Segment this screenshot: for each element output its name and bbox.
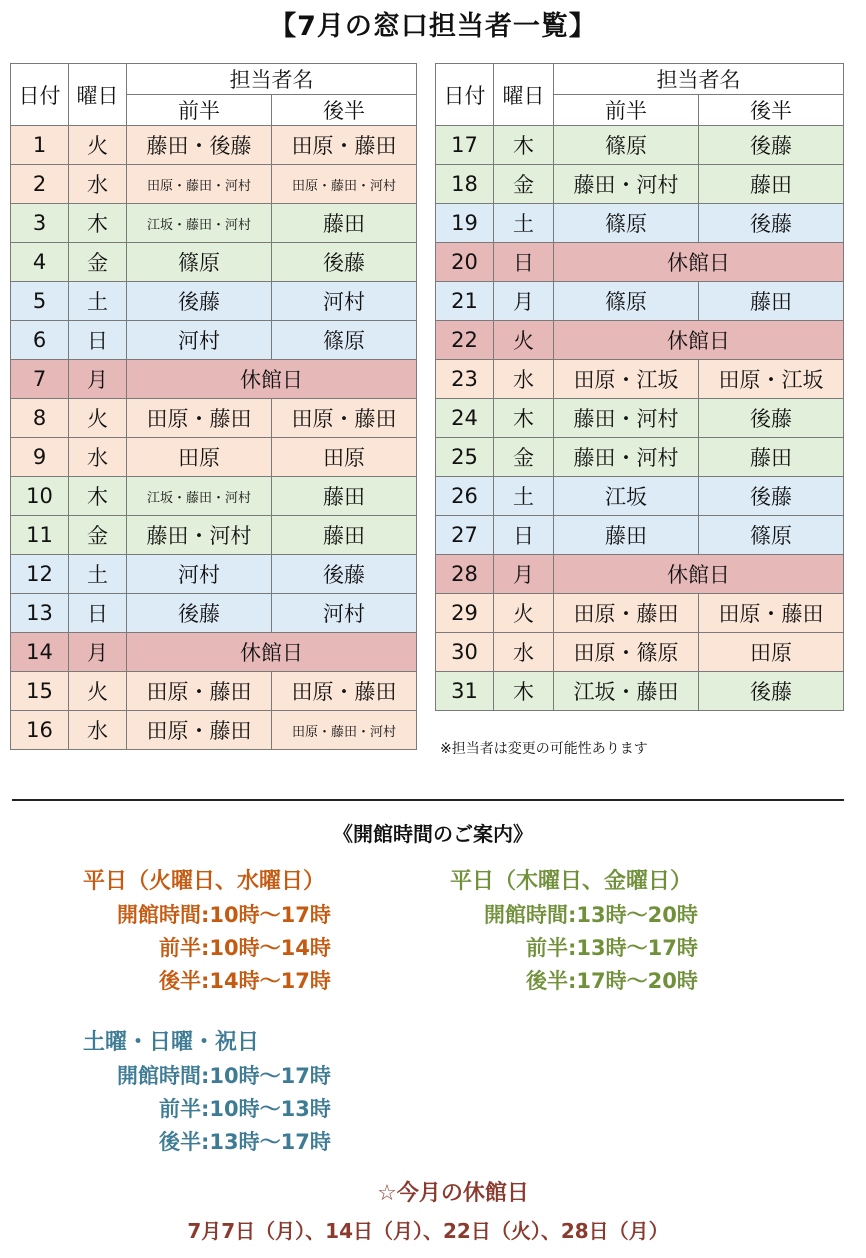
date-cell: 5 (11, 282, 69, 321)
second-half-staff-cell: 田原・藤田 (272, 126, 417, 165)
date-cell: 26 (436, 477, 494, 516)
schedule-row (436, 282, 844, 321)
second-half-staff-cell: 後藤 (272, 555, 417, 594)
schedule-row (11, 711, 417, 750)
weekday-cell: 金 (494, 165, 554, 204)
date-cell: 18 (436, 165, 494, 204)
weekday-cell: 日 (494, 516, 554, 555)
schedule-row (11, 594, 417, 633)
hours-open-line: 開館時間:13時～20時 (450, 899, 698, 932)
schedule-row (11, 399, 417, 438)
hours-first-label: 前半 (526, 936, 568, 960)
hours-second-label: 後半 (526, 969, 568, 993)
schedule-row (11, 633, 417, 672)
hours-heading: 土曜・日曜・祝日 (83, 1030, 260, 1055)
weekday-cell: 土 (494, 477, 554, 516)
second-half-staff-cell: 田原・藤田 (272, 399, 417, 438)
weekday-cell: 火 (69, 399, 127, 438)
schedule-row (436, 321, 844, 360)
first-half-staff-cell: 篠原 (127, 243, 272, 282)
weekday-cell: 水 (69, 438, 127, 477)
hours-open-line: 開館時間:10時～17時 (83, 1060, 331, 1093)
date-cell: 20 (436, 243, 494, 282)
first-half-staff-cell: 藤田・河村 (127, 516, 272, 555)
second-half-staff-cell: 藤田 (699, 438, 844, 477)
hours-first-line: 前半:10時～13時 (83, 1093, 331, 1126)
hours-open-label: 開館時間 (117, 903, 201, 927)
hours-open-value: 10時～17時 (209, 903, 331, 927)
header-second-half: 後半 (272, 95, 417, 126)
hours-block-weekend (83, 1025, 331, 1159)
hours-open-line: 開館時間:10時～17時 (83, 899, 331, 932)
hours-second-value: 17時～20時 (576, 969, 698, 993)
first-half-staff-cell: 江坂 (554, 477, 699, 516)
date-cell: 11 (11, 516, 69, 555)
date-cell: 15 (11, 672, 69, 711)
first-half-staff-cell: 江坂・藤田・河村 (127, 477, 272, 516)
first-half-staff-cell: 田原・藤田 (127, 711, 272, 750)
first-half-staff-cell: 江坂・藤田・河村 (127, 204, 272, 243)
date-cell: 3 (11, 204, 69, 243)
first-half-staff-cell: 田原・藤田 (127, 399, 272, 438)
weekday-cell: 日 (494, 243, 554, 282)
schedule-row (436, 555, 844, 594)
page-title: 【7月の窓口担当者一覧】 (269, 11, 597, 42)
weekday-cell: 月 (69, 360, 127, 399)
first-half-staff-cell: 河村 (127, 321, 272, 360)
header-weekday: 曜日 (494, 64, 554, 126)
weekday-cell: 金 (69, 516, 127, 555)
section-divider (12, 799, 844, 801)
weekday-cell: 金 (69, 243, 127, 282)
hours-heading: 平日（木曜日、金曜日） (450, 869, 693, 894)
schedule-row (11, 672, 417, 711)
closed-day-cell: 休館日 (127, 360, 417, 399)
second-half-staff-cell: 田原・藤田 (272, 672, 417, 711)
schedule-row (11, 321, 417, 360)
hours-second-line: 後半:17時～20時 (450, 965, 698, 998)
date-cell: 17 (436, 126, 494, 165)
hours-second-value: 13時～17時 (209, 1130, 331, 1154)
second-half-staff-cell: 後藤 (699, 126, 844, 165)
hours-open-value: 13時～20時 (576, 903, 698, 927)
hours-first-label: 前半 (159, 1097, 201, 1121)
hours-open-value: 10時～17時 (209, 1064, 331, 1088)
first-half-staff-cell: 田原・藤田・河村 (127, 165, 272, 204)
weekday-cell: 日 (69, 321, 127, 360)
weekday-cell: 火 (69, 126, 127, 165)
second-half-staff-cell: 藤田 (272, 477, 417, 516)
schedule-row (436, 243, 844, 282)
hours-first-value: 10時～13時 (209, 1097, 331, 1121)
second-half-staff-cell: 田原 (699, 633, 844, 672)
weekday-cell: 水 (69, 711, 127, 750)
first-half-staff-cell: 後藤 (127, 594, 272, 633)
date-cell: 16 (11, 711, 69, 750)
weekday-cell: 木 (494, 399, 554, 438)
weekday-cell: 日 (69, 594, 127, 633)
second-half-staff-cell: 後藤 (272, 243, 417, 282)
date-cell: 7 (11, 360, 69, 399)
schedule-row (11, 282, 417, 321)
weekday-cell: 水 (494, 360, 554, 399)
date-cell: 4 (11, 243, 69, 282)
second-half-staff-cell: 河村 (272, 282, 417, 321)
schedule-row (436, 165, 844, 204)
schedule-row (11, 126, 417, 165)
date-cell: 19 (436, 204, 494, 243)
second-half-staff-cell: 田原・藤田・河村 (272, 165, 417, 204)
hours-open-label: 開館時間 (484, 903, 568, 927)
weekday-cell: 水 (494, 633, 554, 672)
hours-first-label: 前半 (159, 936, 201, 960)
first-half-staff-cell: 後藤 (127, 282, 272, 321)
closed-days-dates: 7月7日（月）、14日（月）、22日（火）、28日（月） (187, 1219, 669, 1243)
header-staff: 担当者名 (554, 64, 844, 95)
hours-second-value: 14時～17時 (209, 969, 331, 993)
first-half-staff-cell: 藤田・河村 (554, 438, 699, 477)
header-date: 日付 (11, 64, 69, 126)
schedule-row (436, 438, 844, 477)
date-cell: 2 (11, 165, 69, 204)
date-cell: 13 (11, 594, 69, 633)
second-half-staff-cell: 藤田 (272, 516, 417, 555)
date-cell: 10 (11, 477, 69, 516)
weekday-cell: 月 (494, 555, 554, 594)
second-half-staff-cell: 篠原 (272, 321, 417, 360)
date-cell: 21 (436, 282, 494, 321)
date-cell: 1 (11, 126, 69, 165)
hours-second-label: 後半 (159, 1130, 201, 1154)
first-half-staff-cell: 田原・江坂 (554, 360, 699, 399)
schedule-body-left (11, 126, 417, 750)
header-first-half: 前半 (554, 95, 699, 126)
hours-open-label: 開館時間 (117, 1064, 201, 1088)
first-half-staff-cell: 篠原 (554, 126, 699, 165)
schedule-row (11, 165, 417, 204)
closed-day-cell: 休館日 (554, 243, 844, 282)
second-half-staff-cell: 藤田 (272, 204, 417, 243)
hours-second-line: 後半:13時～17時 (83, 1126, 331, 1159)
weekday-cell: 木 (69, 204, 127, 243)
hours-block-tue-wed (83, 864, 331, 998)
schedule-row (11, 438, 417, 477)
hours-title: 《開館時間のご案内》 (333, 822, 533, 846)
closed-day-cell: 休館日 (127, 633, 417, 672)
closed-day-cell: 休館日 (554, 555, 844, 594)
first-half-staff-cell: 河村 (127, 555, 272, 594)
second-half-staff-cell: 後藤 (699, 672, 844, 711)
hours-second-line: 後半:14時～17時 (83, 965, 331, 998)
hours-first-line: 前半:10時～14時 (83, 932, 331, 965)
header-staff: 担当者名 (127, 64, 417, 95)
weekday-cell: 火 (494, 321, 554, 360)
weekday-cell: 金 (494, 438, 554, 477)
weekday-cell: 木 (494, 672, 554, 711)
hours-second-label: 後半 (159, 969, 201, 993)
staff-change-note: ※担当者は変更の可能性あります (440, 741, 648, 757)
second-half-staff-cell: 後藤 (699, 477, 844, 516)
schedule-row (11, 555, 417, 594)
schedule-row (436, 399, 844, 438)
date-cell: 30 (436, 633, 494, 672)
second-half-staff-cell: 田原・藤田・河村 (272, 711, 417, 750)
date-cell: 8 (11, 399, 69, 438)
date-cell: 12 (11, 555, 69, 594)
date-cell: 6 (11, 321, 69, 360)
second-half-staff-cell: 篠原 (699, 516, 844, 555)
weekday-cell: 木 (494, 126, 554, 165)
schedule-row (11, 243, 417, 282)
schedule-row (436, 477, 844, 516)
weekday-cell: 土 (494, 204, 554, 243)
schedule-row (436, 672, 844, 711)
first-half-staff-cell: 田原・篠原 (554, 633, 699, 672)
date-cell: 31 (436, 672, 494, 711)
first-half-staff-cell: 篠原 (554, 282, 699, 321)
weekday-cell: 火 (494, 594, 554, 633)
schedule-row (436, 594, 844, 633)
date-cell: 23 (436, 360, 494, 399)
first-half-staff-cell: 藤田 (554, 516, 699, 555)
schedule-row (11, 360, 417, 399)
weekday-cell: 月 (494, 282, 554, 321)
schedule-row (11, 516, 417, 555)
weekday-cell: 月 (69, 633, 127, 672)
hours-first-line: 前半:13時～17時 (450, 932, 698, 965)
second-half-staff-cell: 後藤 (699, 204, 844, 243)
date-cell: 22 (436, 321, 494, 360)
date-cell: 25 (436, 438, 494, 477)
weekday-cell: 水 (69, 165, 127, 204)
schedule-row (436, 204, 844, 243)
first-half-staff-cell: 藤田・後藤 (127, 126, 272, 165)
schedule-row (436, 516, 844, 555)
schedule-table-left (10, 63, 417, 750)
weekday-cell: 火 (69, 672, 127, 711)
first-half-staff-cell: 田原・藤田 (554, 594, 699, 633)
date-cell: 27 (436, 516, 494, 555)
schedule-row (436, 360, 844, 399)
weekday-cell: 土 (69, 282, 127, 321)
hours-first-value: 10時～14時 (209, 936, 331, 960)
weekday-cell: 木 (69, 477, 127, 516)
hours-block-thu-fri (450, 864, 698, 998)
second-half-staff-cell: 河村 (272, 594, 417, 633)
second-half-staff-cell: 田原 (272, 438, 417, 477)
schedule-body-right (436, 126, 844, 711)
header-second-half: 後半 (699, 95, 844, 126)
first-half-staff-cell: 田原 (127, 438, 272, 477)
date-cell: 24 (436, 399, 494, 438)
first-half-staff-cell: 江坂・藤田 (554, 672, 699, 711)
header-date: 日付 (436, 64, 494, 126)
date-cell: 14 (11, 633, 69, 672)
date-cell: 28 (436, 555, 494, 594)
first-half-staff-cell: 藤田・河村 (554, 399, 699, 438)
closed-days-title: ☆今月の休館日 (377, 1181, 529, 1206)
first-half-staff-cell: 篠原 (554, 204, 699, 243)
second-half-staff-cell: 後藤 (699, 399, 844, 438)
first-half-staff-cell: 藤田・河村 (554, 165, 699, 204)
schedule-row (11, 204, 417, 243)
header-first-half: 前半 (127, 95, 272, 126)
second-half-staff-cell: 藤田 (699, 165, 844, 204)
date-cell: 29 (436, 594, 494, 633)
hours-first-value: 13時～17時 (576, 936, 698, 960)
second-half-staff-cell: 藤田 (699, 282, 844, 321)
schedule-row (436, 126, 844, 165)
date-cell: 9 (11, 438, 69, 477)
closed-day-cell: 休館日 (554, 321, 844, 360)
weekday-cell: 土 (69, 555, 127, 594)
second-half-staff-cell: 田原・藤田 (699, 594, 844, 633)
schedule-row (436, 633, 844, 672)
first-half-staff-cell: 田原・藤田 (127, 672, 272, 711)
hours-heading: 平日（火曜日、水曜日） (83, 869, 326, 894)
second-half-staff-cell: 田原・江坂 (699, 360, 844, 399)
header-weekday: 曜日 (69, 64, 127, 126)
schedule-table-right (435, 63, 844, 711)
schedule-row (11, 477, 417, 516)
